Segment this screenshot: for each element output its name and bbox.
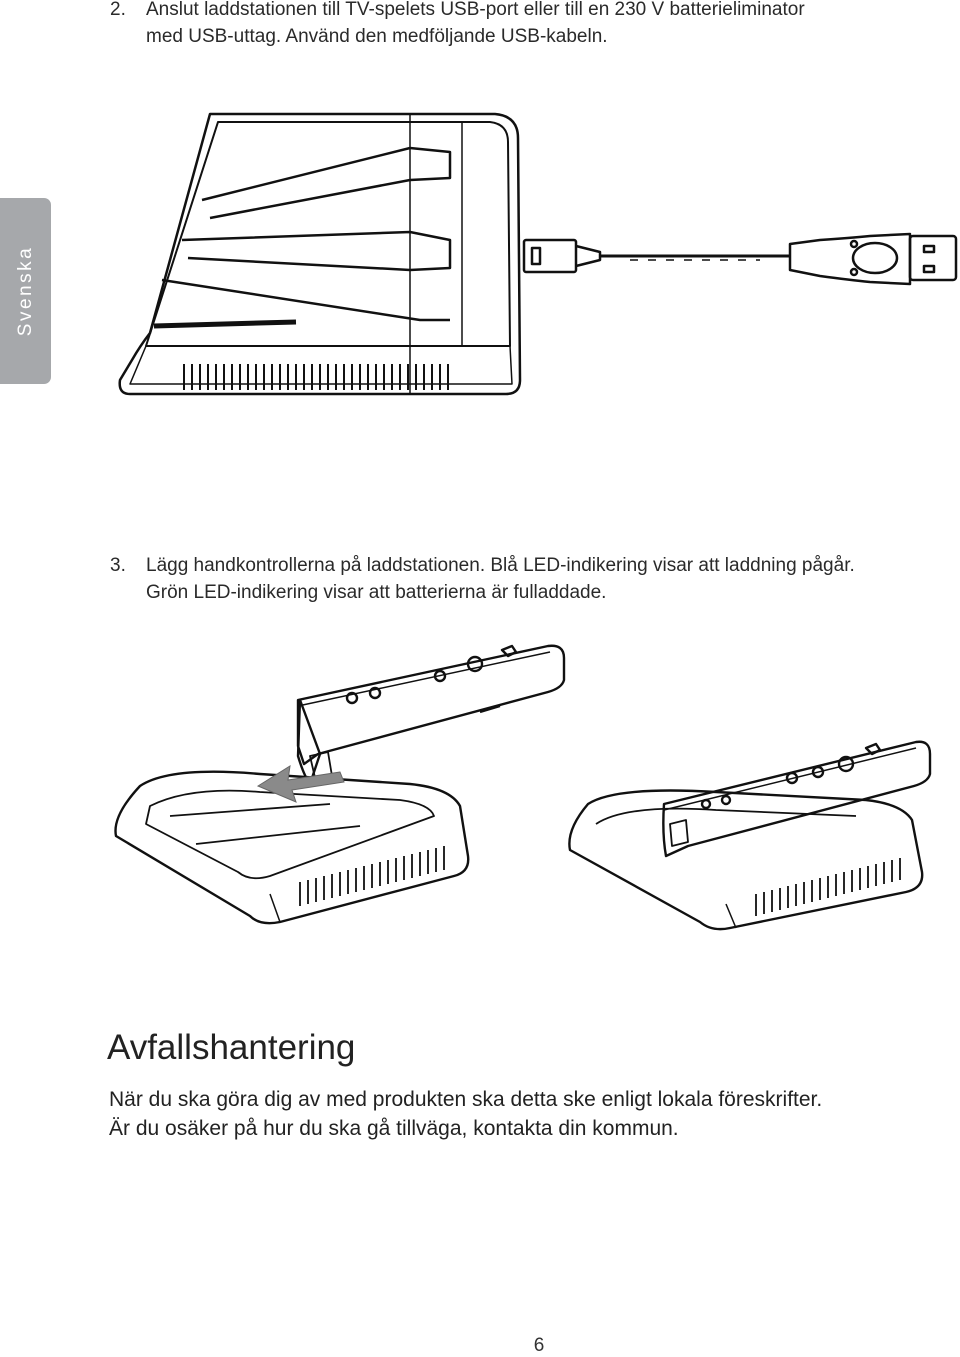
- step-2-line-1: Anslut laddstationen till TV-spelets USB-port eller till en 230 V batterieliminator: [146, 0, 805, 20]
- step-3-line-1: Lägg handkontrollerna på laddstationen. Blå LED-indikering visar att laddning pågår.: [146, 555, 855, 576]
- disposal-line-2: Är du osäker på hur du ska gå tillväga, kontakta din kommun.: [109, 1117, 679, 1140]
- language-tab-label: Svenska: [14, 245, 36, 337]
- step-3-line-2: Grön LED-indikering visar att batterierna är fulladdade.: [146, 582, 607, 603]
- language-side-tab: [0, 198, 51, 384]
- disposal-paragraph: [109, 1085, 822, 1143]
- figure-charging-station-usb: [110, 108, 960, 408]
- step-2-line-2: med USB-uttag. Använd den medföljande USB-kabeln.: [146, 26, 608, 47]
- page-number: 6: [533, 1335, 545, 1356]
- section-heading-disposal: Avfallshantering: [107, 1028, 356, 1067]
- disposal-line-1: När du ska göra dig av med produkten ska detta ske enligt lokala föreskrifter.: [109, 1088, 823, 1111]
- step-2-number: 2.: [110, 0, 126, 20]
- figure-controller-docked: [566, 734, 942, 930]
- step-3-number: 3.: [110, 555, 126, 576]
- step-3: [110, 552, 950, 606]
- figure-controller-placing: [110, 636, 490, 926]
- step-2: [110, 0, 950, 50]
